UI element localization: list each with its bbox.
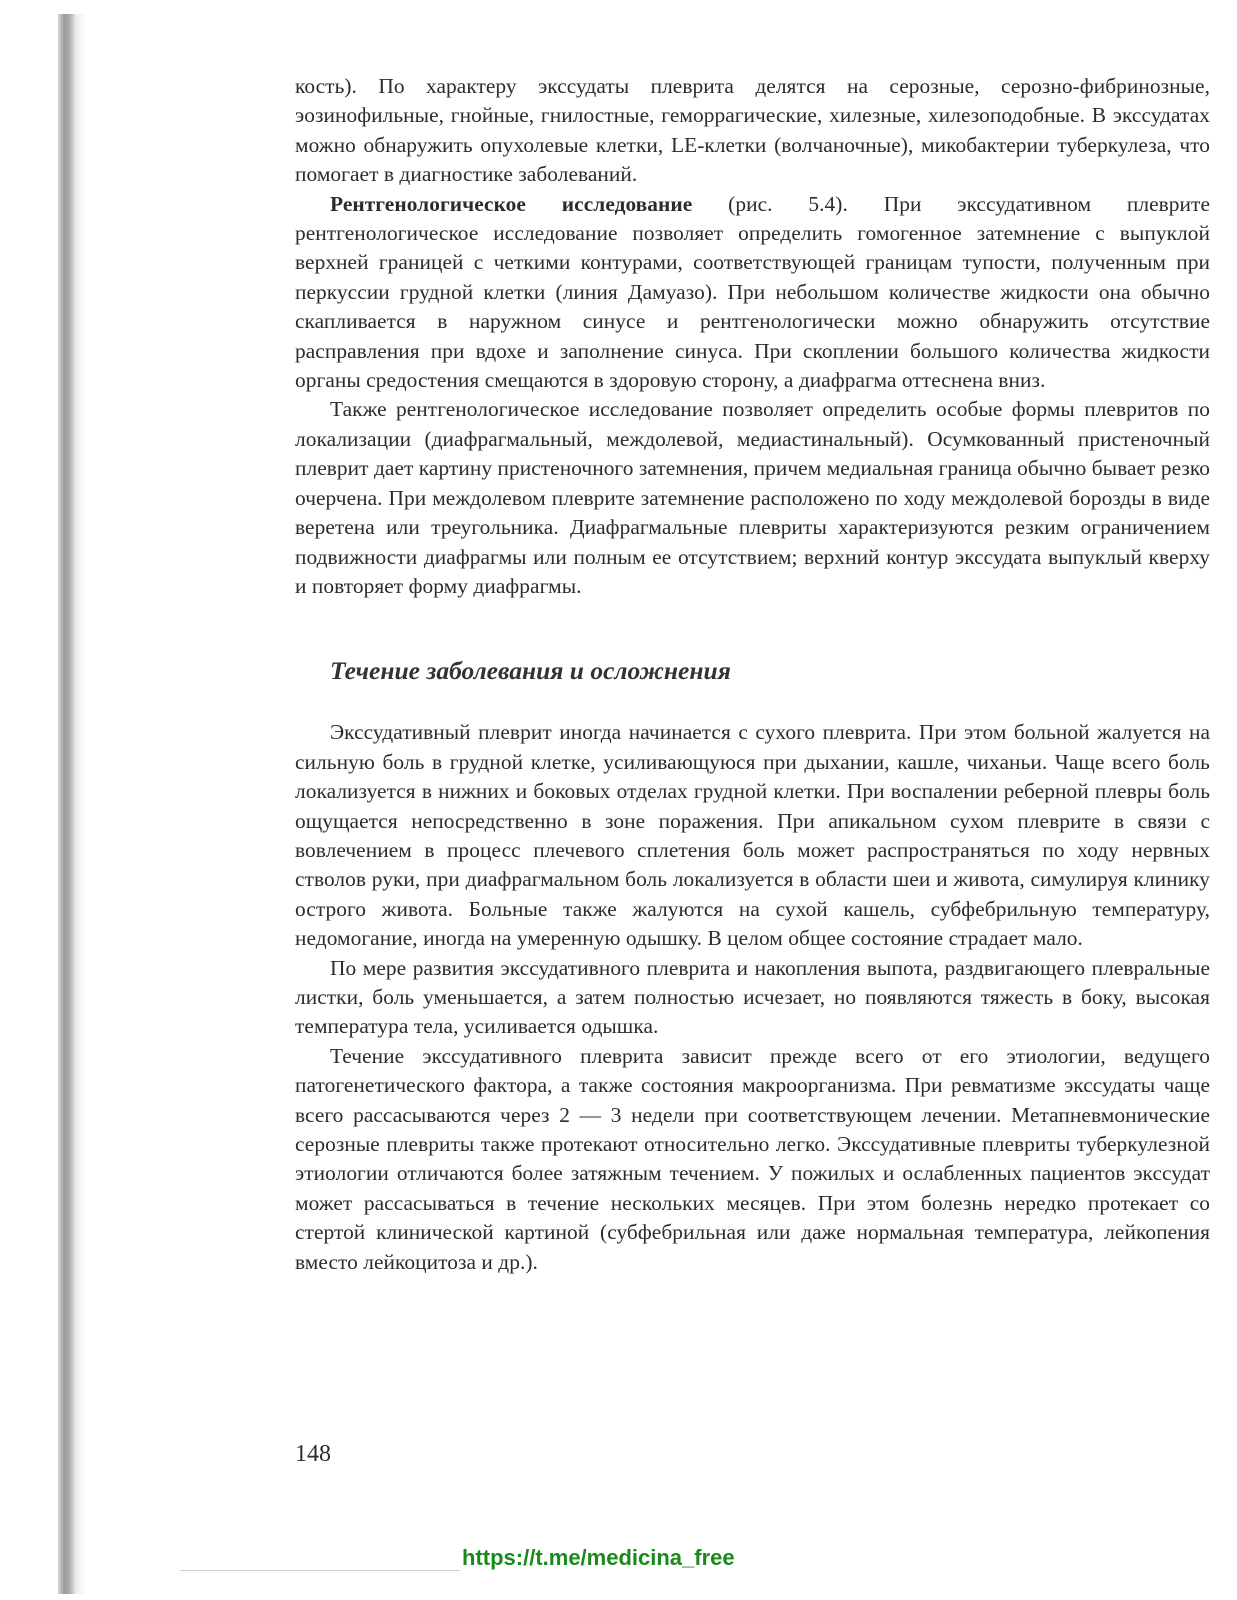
gutter-shade xyxy=(76,14,86,1594)
paragraph-text: кость). По характеру экссудаты плеврита делятся на серозные, серозно-фибринозные, эозинофильные, гнойные, гнилостные, геморрагические, хилезные, хилезоподобные. В экссудатах можно обнаружить опухолевые клетки, LE-клетки (волчаночные), микобактерии туберкулеза, что помогает в диагностике заболеваний. xyxy=(295,74,1210,187)
paragraph-course-development xyxy=(295,954,1210,1042)
paragraph-text: Экссудативный плеврит иногда начинается с сухого плеврита. При этом больной жалуется на сильную боль в грудной клетке, усиливающуюся при дыхании, кашле, чиханьи. Чаще всего боль локализуется в нижних и боковых отделах грудной клетки. При воспалении реберной плевры боль ощущается непосредственно в зоне поражения. При апикальном сухом плеврите в связи с вовлечением в процесс плечевого сплетения боль может распространяться по ходу нервных стволов руки, при диафрагмальном боль локализуется в области шеи и живота, симулируя клинику острого живота. Больные также жалуются на сухой кашель, субфебрильную температуру, недомогание, иногда на умеренную одышку. В целом общее состояние страдает мало. xyxy=(295,720,1210,951)
paragraph-lead-bold: Рентгенологическое исследование xyxy=(330,191,693,216)
paragraph-text: Течение экссудативного плеврита зависит прежде всего от его этиологии, ведущего патогенетического фактора, а также состояния макроорганизма. При ревматизме экссудаты чаще всего рассасываются через 2 — 3 недели при соответствующем лечении. Метапневмонические серозные плевриты также протекают относительно легко. Экссудативные плевриты туберкулезной этиологии отличаются более затяжным течением. У пожилых и ослабленных пациентов экссудат может рассасываться в течение нескольких месяцев. При этом болезнь нередко протекает со стертой клинической картиной (субфебрильная или даже нормальная температура, лейкопения вместо лейкоцитоза и др.). xyxy=(295,1043,1210,1274)
footer-link[interactable]: https://t.me/medicina_free xyxy=(462,1545,735,1570)
paragraph-text: Также рентгенологическое исследование позволяет определить особые формы плевритов по локализации (диафрагмальный, междолевой, медиастинальный). Осумкованный пристеночный плеврит дает картину пристеночного затемнения, причем медиальная граница обычно бывает резко очерчена. При междолевом плеврите затемнение расположено по ходу междолевой борозды в виде веретена или треугольника. Диафрагмальные плевриты характеризуются резким ограничением подвижности диафрагмы или полным ее отсутствием; верхний контур экссудата выпуклый кверху и повторяет форму диафрагмы. xyxy=(295,397,1210,598)
paragraph-radiology-forms xyxy=(295,395,1210,601)
paragraph-radiology xyxy=(295,190,1210,396)
page-number: 148 xyxy=(295,1441,331,1467)
paragraph-text: По мере развития экссудативного плеврита и накопления выпота, раздвигающего плевральные листки, боль уменьшается, а затем полностью исчезает, но появляются тяжесть в боку, высокая температура тела, усиливается одышка. xyxy=(295,955,1210,1039)
paragraph-exudate-types xyxy=(295,72,1210,190)
footer-divider xyxy=(180,1570,460,1571)
paragraph-text: (рис. 5.4). При экссудативном плеврите рентгенологическое исследование позволяет определить гомогенное затемнение с выпуклой верхней границей с четкими контурами, соответствующей границам тупости, полученным при перкуссии грудной клетки (линия Дамуазо). При небольшом количестве жидкости она обычно скапливается в наружном синусе и рентгенологически можно обнаружить отсутствие расправления при вдохе и заполнение синуса. При скоплении большого количества жидкости органы средостения смещаются в здоровую сторону, а диафрагма оттеснена вниз. xyxy=(295,191,1210,393)
paragraph-course-etiology xyxy=(295,1042,1210,1277)
paragraph-course-onset xyxy=(295,718,1210,953)
book-spine-shadow xyxy=(58,14,76,1594)
page-body xyxy=(295,72,1210,1512)
section-heading: Течение заболевания и осложнения xyxy=(330,656,731,686)
